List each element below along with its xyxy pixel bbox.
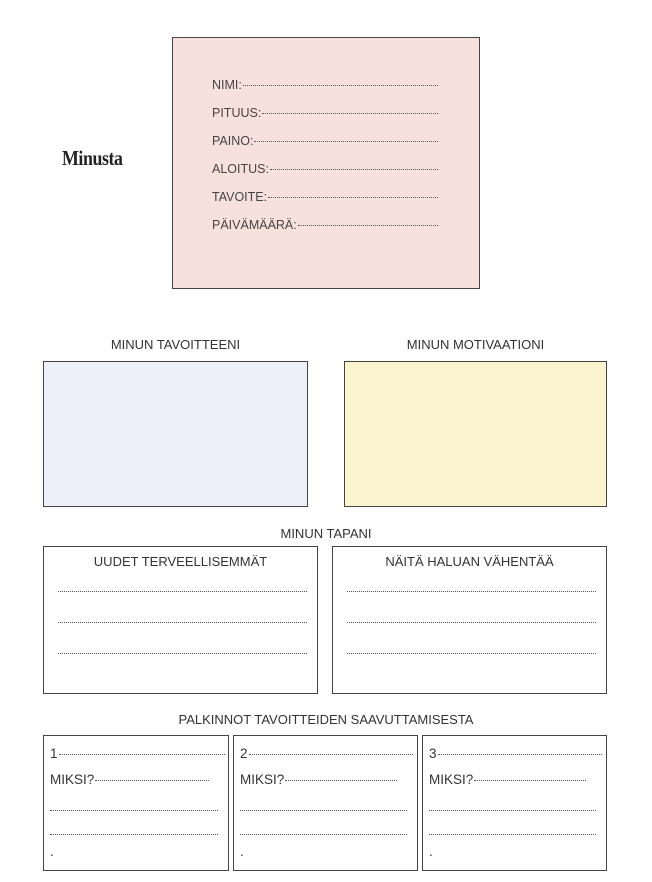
reward-why-label: MIKSI? <box>429 772 474 787</box>
reward-box-3[interactable] <box>422 735 607 871</box>
profile-field-label: PAINO: <box>212 134 254 148</box>
fill-line <box>262 113 438 114</box>
profile-field-name[interactable] <box>212 78 438 92</box>
habits-reduce-box[interactable] <box>332 546 607 694</box>
goals-box[interactable] <box>43 361 308 507</box>
reward-number: 1 <box>50 746 58 761</box>
habits-label: MINUN TAPANI <box>280 526 372 541</box>
profile-field-label: ALOITUS: <box>212 162 269 176</box>
fill-line <box>347 591 596 592</box>
habits-new-title: UUDET TERVEELLISEMMÄT <box>93 554 268 569</box>
profile-field-weight[interactable] <box>212 134 438 148</box>
fill-line <box>429 810 596 811</box>
reward-number: 2 <box>240 746 248 761</box>
fill-line <box>240 810 407 811</box>
habits-new-box[interactable] <box>43 546 318 694</box>
profile-field-label: TAVOITE: <box>212 190 268 204</box>
reward-end-dot: . <box>50 844 54 859</box>
profile-field-label: NIMI: <box>212 78 242 92</box>
fill-line <box>270 169 438 170</box>
fill-line <box>298 225 438 226</box>
fill-line <box>347 653 596 654</box>
fill-line <box>58 591 307 592</box>
reward-number: 3 <box>429 746 437 761</box>
profile-field-date[interactable] <box>212 218 438 232</box>
fill-line <box>59 754 225 755</box>
profile-field-height[interactable] <box>212 106 438 120</box>
profile-field-label: PITUUS: <box>212 106 262 120</box>
habits-reduce-title: NÄITÄ HALUAN VÄHENTÄÄ <box>385 554 554 569</box>
fill-line <box>254 141 438 142</box>
rewards-label: PALKINNOT TAVOITTEIDEN SAAVUTTAMISESTA <box>178 712 474 727</box>
fill-line <box>285 780 397 781</box>
profile-card <box>172 37 480 289</box>
fill-line <box>268 197 438 198</box>
profile-field-target[interactable] <box>212 190 438 204</box>
fill-line <box>58 622 307 623</box>
fill-line <box>347 622 596 623</box>
reward-box-1[interactable] <box>43 735 229 871</box>
fill-line <box>249 754 413 755</box>
motivation-box[interactable] <box>344 361 607 507</box>
reward-why-label: MIKSI? <box>50 772 95 787</box>
reward-end-dot: . <box>240 844 244 859</box>
profile-field-start[interactable] <box>212 162 438 176</box>
page-title: Minusta <box>62 146 123 170</box>
fill-line <box>240 834 407 835</box>
reward-why-label: MIKSI? <box>240 772 285 787</box>
profile-field-label: PÄIVÄMÄÄRÄ: <box>212 218 297 232</box>
fill-line <box>474 780 586 781</box>
reward-box-2[interactable] <box>233 735 418 871</box>
fill-line <box>438 754 602 755</box>
fill-line <box>429 834 596 835</box>
reward-end-dot: . <box>429 844 433 859</box>
motivation-label: MINUN MOTIVAATIONI <box>406 337 545 352</box>
goals-label: MINUN TAVOITTEENI <box>110 337 241 352</box>
fill-line <box>50 810 218 811</box>
fill-line <box>50 834 218 835</box>
fill-line <box>95 780 209 781</box>
fill-line <box>243 85 438 86</box>
fill-line <box>58 653 307 654</box>
